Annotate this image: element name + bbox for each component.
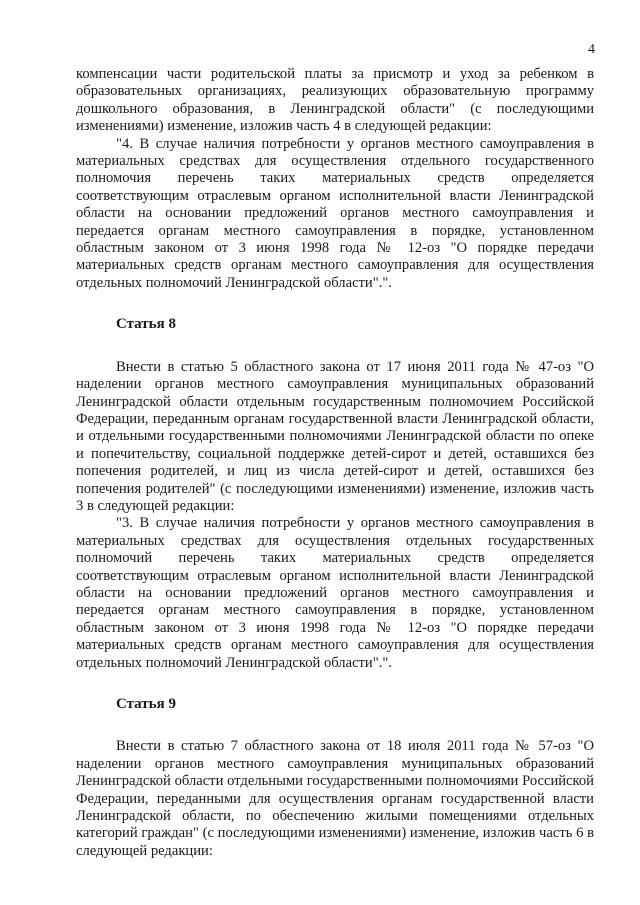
article-8-heading: Статья 8 [116, 316, 176, 333]
paragraph-amendment-intro: компенсации части родительской платы за присмотр и уход за ребенком в образовательных организациях, реализующих образовательную программу дошкольного образования, в Ленинградской области" (с последующими изменениями) изменение, изложив часть 4 в следующей редакции: [76, 66, 594, 135]
document-body [76, 66, 594, 860]
article-9-heading: Статья 9 [116, 696, 176, 712]
paragraph-part-4-text: "4. В случае наличия потребности у органов местного самоуправления в материальных средствах для осуществления отдельного государственного полномочия перечень таких материальных средств определяется соответствующим отраслевым органом исполнительной власти Ленинградской области на основании предложений органов местного самоуправления и передается органам местного самоуправления в порядке, установленном областным законом от 3 июня 1998 года № 12-оз "О порядке передачи материальных средств органам местного самоуправления для осуществления отдельных полномочий Ленинградской области".". [76, 135, 594, 291]
paragraph-article-9-intro: Внести в статью 7 областного закона от 18 июля 2011 года № 57-оз "О наделении органов местного самоуправления муниципальных образований Ленинградской области отдельными государственными полномочиями Российской Федерации, переданными для осуществления органам государственной власти Ленинградской области, по обеспечению жилыми помещениями отдельных категорий граждан" (с последующими изменениями) изменение, изложив часть 6 в следующей редакции: [76, 738, 594, 859]
page-number: 4 [588, 42, 595, 57]
paragraph-part-3-text: "3. В случае наличия потребности у органов местного самоуправления в материальных средствах для осуществления отдельных государственных полномочий перечень таких материальных средств определяется соответствующим отраслевым органом исполнительной власти Ленинградской области на основании предложений органов местного самоуправления и передается органам местного самоуправления в порядке, установленном областным законом от 3 июня 1998 года № 12-оз "О порядке передачи материальных средств органам местного самоуправления для осуществления отдельных полномочий Ленинградской области".". [76, 515, 594, 671]
paragraph-article-8-intro: Внести в статью 5 областного закона от 17 июня 2011 года № 47-оз "О наделении органов местного самоуправления муниципальных образований Ленинградской области отдельным государственным полномочием Российской Федерации, переданным органам государственной власти Ленинградской области, и отдельными государственными полномочиями Ленинградской области по опеке и попечительству, социальной поддержке детей-сирот и детей, оставшихся без попечения родителей, и лиц из числа детей-сирот и детей, оставшихся без попечения родителей" (с последующими изменениями) изменение, изложив часть 3 в следующей редакции: [76, 358, 594, 514]
